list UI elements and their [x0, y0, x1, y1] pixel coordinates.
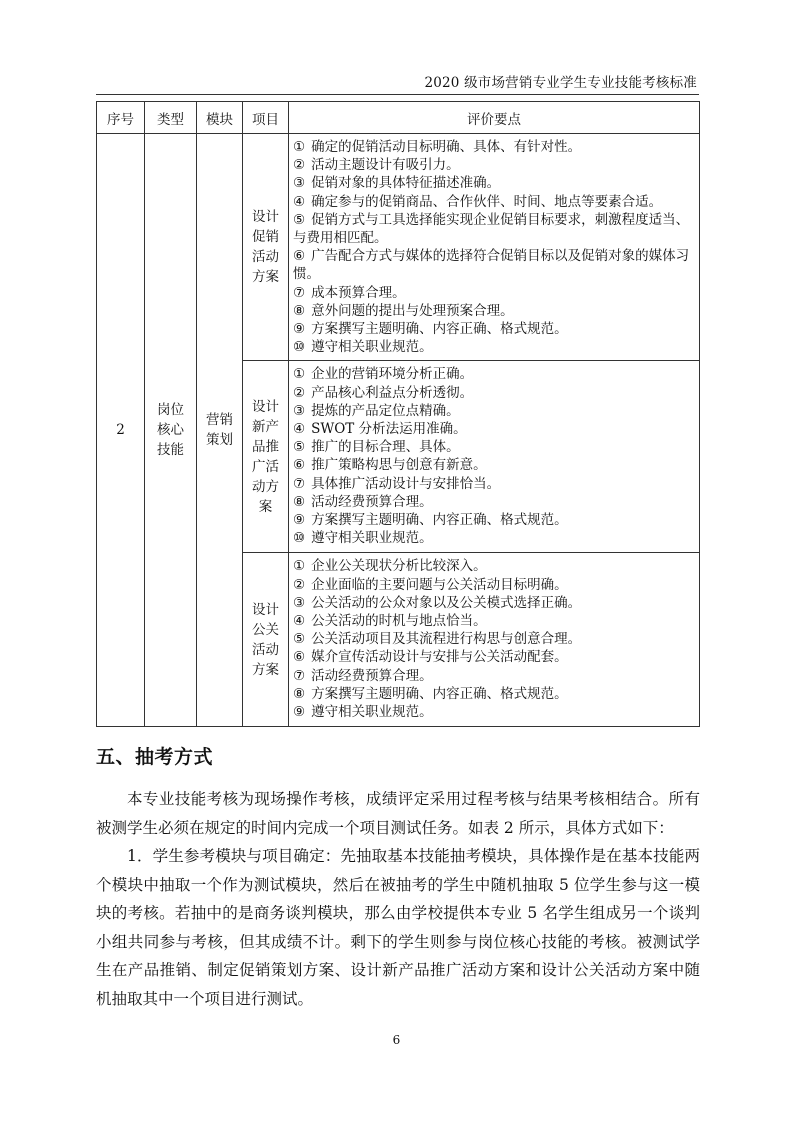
row-type-cell [145, 134, 197, 727]
criteria-item: ② 活动主题设计有吸引力。 [293, 157, 460, 174]
criteria-list [293, 138, 693, 356]
project-name-line: 方案 [252, 661, 279, 678]
header-divider [96, 94, 699, 95]
criteria-item: ① 确定的促销活动目标明确、具体、有针对性。 [293, 139, 582, 155]
project-name-line: 促销 [252, 229, 279, 246]
criteria-item: ⑤ 促销方式与工具选择能实现企业促销目标要求，刺激程度适当、与费用相匹配。 [293, 211, 690, 247]
type-line: 岗位 [157, 402, 184, 419]
type-line: 技能 [157, 442, 184, 459]
criteria-item: ⑤ 推广的目标合理、具体。 [293, 439, 460, 456]
criteria-item: ⑨ 方案撰写主题明确、内容正确、格式规范。 [293, 321, 568, 338]
section-body [96, 785, 700, 1013]
criteria-item: ② 企业面临的主要问题与公关活动目标明确。 [293, 576, 568, 593]
column-header-module: 模块 [197, 102, 243, 134]
criteria-cell-promotion-plan [289, 134, 700, 361]
project-name-line: 公关 [252, 621, 279, 638]
row-module-cell [197, 134, 243, 727]
criteria-item: ④ SWOT 分析法运用准确。 [293, 421, 467, 438]
row-index-cell: 2 [97, 134, 145, 727]
table-row [97, 134, 700, 361]
criteria-item: ⑩ 遵守相关职业规范。 [293, 530, 433, 547]
project-name-line: 活动 [252, 641, 279, 658]
column-header-criteria: 评价要点 [289, 102, 700, 134]
module-line: 策划 [206, 432, 233, 449]
project-name-line: 案 [258, 498, 273, 515]
project-name-line: 新产 [252, 418, 279, 435]
project-name-line: 设计 [252, 398, 279, 415]
table-header-row [97, 102, 700, 134]
project-name-line: 品推 [252, 438, 279, 455]
criteria-item: ④ 确定参与的促销商品、合作伙伴、时间、地点等要素合适。 [293, 193, 663, 210]
criteria-item: ⑧ 意外问题的提出与处理预案合理。 [293, 302, 514, 319]
page-number: 6 [392, 1033, 401, 1047]
project-cell-promotion-plan [243, 134, 289, 361]
project-name-line: 设计 [252, 209, 279, 226]
page-header: 2020 级市场营销专业学生专业技能考核标准 [424, 75, 697, 91]
criteria-list [293, 557, 693, 721]
criteria-item: ⑧ 活动经费预算合理。 [293, 493, 433, 510]
criteria-item: ⑥ 推广策略构思与创意有新意。 [293, 457, 487, 474]
criteria-item: ⑨ 方案撰写主题明确、内容正确、格式规范。 [293, 512, 568, 529]
project-cell-pr-plan [243, 553, 289, 727]
module-line: 营销 [206, 412, 233, 429]
project-name-line: 设计 [252, 601, 279, 618]
skills-standard-table [96, 101, 700, 727]
criteria-item: ③ 公关活动的公众对象以及公关模式选择正确。 [293, 594, 582, 611]
type-line: 核心 [157, 422, 184, 439]
criteria-item: ⑥ 广告配合方式与媒体的选择符合促销目标以及促销对象的媒体习惯。 [293, 248, 690, 283]
criteria-item: ③ 提炼的产品定位点精确。 [293, 402, 460, 419]
criteria-cell-pr-plan [289, 553, 700, 727]
criteria-item: ⑧ 方案撰写主题明确、内容正确、格式规范。 [293, 685, 568, 702]
criteria-item: ⑤ 公关活动项目及其流程进行构思与创意合理。 [293, 631, 582, 648]
criteria-item: ⑦ 活动经费预算合理。 [293, 667, 433, 684]
criteria-item: ⑨ 遵守相关职业规范。 [293, 704, 433, 721]
project-cell-product-launch [243, 361, 289, 553]
criteria-item: ⑦ 具体推广活动设计与安排恰当。 [293, 475, 501, 492]
column-header-index: 序号 [97, 102, 145, 134]
criteria-item: ⑥ 媒介宣传活动设计与安排与公关活动配套。 [293, 649, 568, 666]
criteria-item: ③ 促销对象的具体特征描述准确。 [293, 175, 501, 192]
criteria-cell-product-launch [289, 361, 700, 553]
column-header-type: 类型 [145, 102, 197, 134]
project-name-line: 动方 [252, 478, 279, 495]
paragraph: 本专业技能考核为现场操作考核，成绩评定采用过程考核与结果考核相结合。所有被测学生必须在规定的时间内完成一个项目测试任务。如表 2 所示，具体方式如下： [96, 790, 700, 837]
criteria-item: ⑦ 成本预算合理。 [293, 284, 406, 301]
project-name-line: 广活 [252, 458, 279, 475]
criteria-item: ① 企业公关现状分析比较深入。 [293, 558, 487, 575]
section-heading: 五、抽考方式 [96, 746, 214, 768]
criteria-item: ② 产品核心利益点分析透彻。 [293, 384, 474, 401]
column-header-project: 项目 [243, 102, 289, 134]
criteria-item: ⑩ 遵守相关职业规范。 [293, 339, 433, 356]
criteria-item: ① 企业的营销环境分析正确。 [293, 366, 474, 383]
paragraph: 1．学生参考模块与项目确定：先抽取基本技能抽考模块，具体操作是在基本技能两个模块中抽取一个作为测试模块，然后在被抽考的学生中随机抽取 5 位学生参与这一模块的考核。若抽中的是商务谈判模块，那么由学校提供本专业 5 名学生组成另一个谈判小组共同参与考核，但其成绩不计。剩下的学生则参与岗位核心技能的考核。被测试学生在产品推销、制定促销策划方案、设计新产品推广活动方案和设计公关活动方案中随机抽取其中一个项目进行测试。 [96, 847, 700, 1008]
project-name-line: 方案 [252, 269, 279, 286]
project-name-line: 活动 [252, 249, 279, 266]
criteria-item: ④ 公关活动的时机与地点恰当。 [293, 613, 487, 630]
criteria-list [293, 365, 693, 547]
